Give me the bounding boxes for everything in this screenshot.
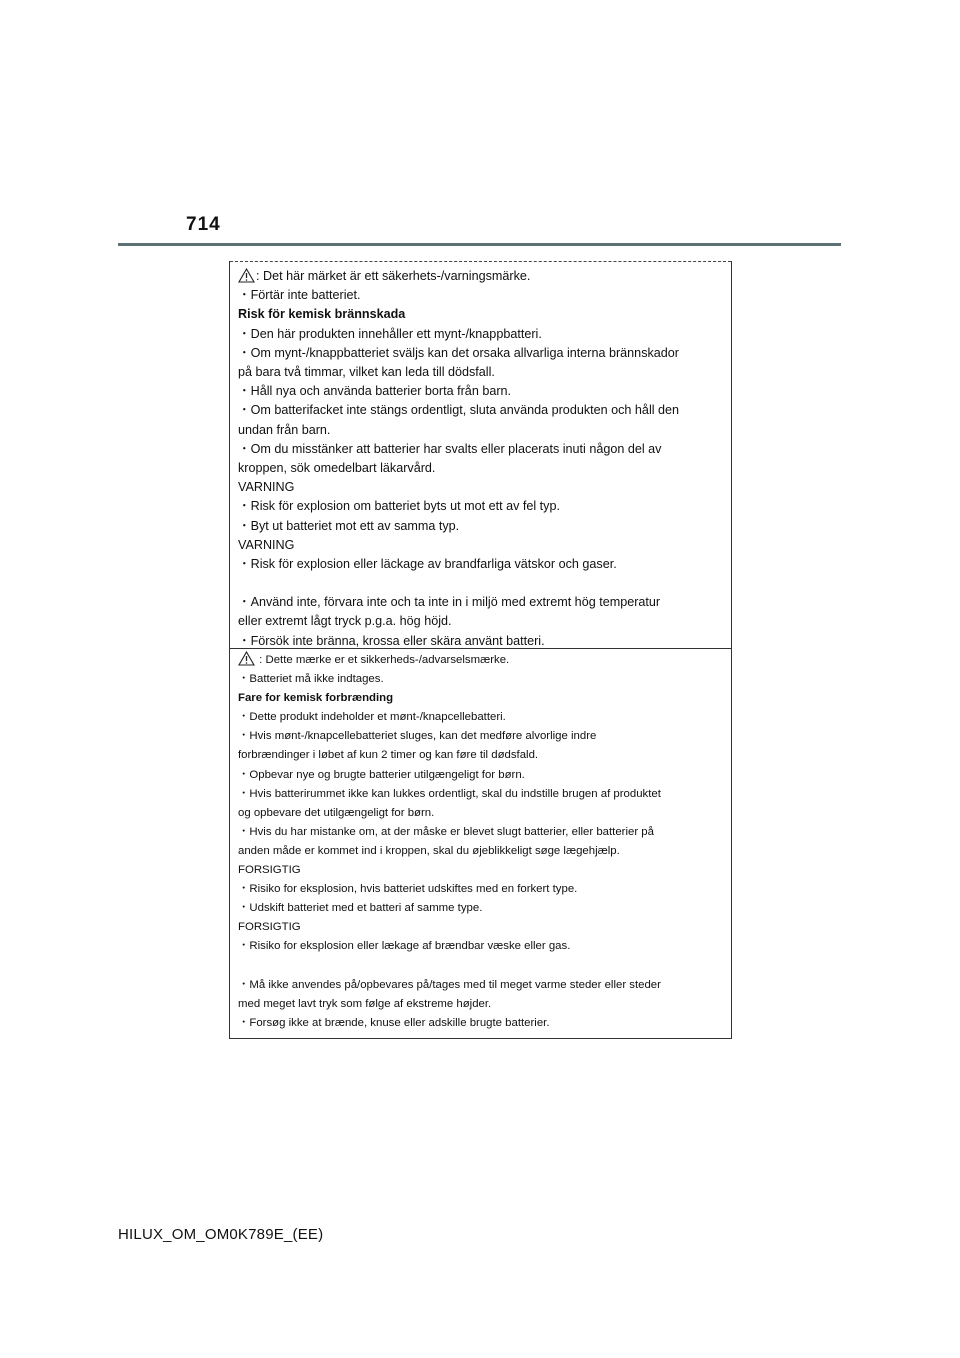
danish-section [238,651,725,1033]
danish-heading: Fare for kemisk forbrænding [238,692,394,705]
swedish-line: ・Använd inte, förvara inte och ta inte in i miljö med extremt hög temperatur [238,595,661,610]
danish-line: med meget lavt tryk som følge af ekstreme højder. [238,997,492,1010]
danish-heading: FORSIGTIG [238,921,301,934]
header-rule [118,243,841,246]
danish-line: anden måde er kommet ind i kroppen, skal du øjeblikkeligt søge lægehjælp. [238,844,620,857]
warning-triangle-icon [238,268,255,283]
warning-triangle-icon [238,651,255,666]
notice-bottom-edge [230,1038,731,1039]
swedish-line: ・Om mynt-/knappbatteriet sväljs kan det orsaka allvarliga interna brännskador [238,345,679,360]
swedish-line: ・Håll nya och använda batterier borta från barn. [238,384,512,399]
spacer [238,957,725,976]
swedish-heading: VARNING [238,537,295,552]
section-divider [230,648,731,649]
danish-line: ・Opbevar nye og brugte batterier utilgængeligt for børn. [238,768,525,781]
swedish-section [238,267,725,651]
spacer [238,574,725,593]
swedish-line: ・Risk för explosion om batteriet byts ut mot ett av fel typ. [238,499,560,514]
danish-line: og opbevare det utilgængeligt for børn. [238,806,435,819]
swedish-heading: Risk för kemisk brännskada [238,307,406,322]
swedish-line: eller extremt lågt tryck p.g.a. hög höjd. [238,614,452,629]
danish-line: ・Hvis du har mistanke om, at der måske er blevet slugt batterier, eller batterier på [238,825,654,838]
danish-line: forbrændinger i løbet af kun 2 timer og kan føre til dødsfald. [238,749,539,762]
danish-line: ・Udskift batteriet med et batteri af samme type. [238,902,483,915]
danish-line: ・Hvis mønt-/knapcellebatteriet sluges, kan det medføre alvorlige indre [238,730,597,743]
swedish-intro-line [238,267,725,286]
swedish-line: undan från barn. [238,422,331,437]
danish-line: ・Batteriet må ikke indtages. [238,673,384,686]
danish-line: ・Risiko for eksplosion, hvis batteriet udskiftes med en forkert type. [238,883,578,896]
danish-line: ・Forsøg ikke at brænde, knuse eller adskille brugte batterier. [238,1016,550,1029]
notice-top-edge [230,261,731,262]
swedish-heading: VARNING [238,480,295,495]
page-number: 714 [186,214,221,235]
battery-warning-notice [229,261,732,1039]
danish-line: ・Risiko for eksplosion eller lækage af brændbar væske eller gas. [238,940,571,953]
swedish-line: ・Byt ut batteriet mot ett av samma typ. [238,518,460,533]
swedish-line: på bara två timmar, vilket kan leda till dödsfall. [238,365,495,380]
swedish-line: kroppen, sök omedelbart läkarvård. [238,461,436,476]
document-code-footer: HILUX_OM_OM0K789E_(EE) [118,1226,324,1243]
swedish-intro-text: : Det här märket är ett säkerhets-/varningsmärke. [256,269,531,283]
danish-intro-text: : Dette mærke er et sikkerheds-/advarselsmærke. [259,654,510,666]
swedish-line: ・Försök inte bränna, krossa eller skära använt batteri. [238,633,545,648]
swedish-line: ・Om batterifacket inte stängs ordentligt, sluta använda produkten och håll den [238,403,680,418]
swedish-line: ・Den här produkten innehåller ett mynt-/knappbatteri. [238,326,542,341]
swedish-line: ・Om du misstänker att batterier har svalts eller placerats inuti någon del av [238,441,662,456]
swedish-line: ・Risk för explosion eller läckage av brandfarliga vätskor och gaser. [238,557,617,572]
danish-line: ・Dette produkt indeholder et mønt-/knapcellebatteri. [238,711,506,724]
danish-intro-line [238,651,725,670]
danish-line: ・Må ikke anvendes på/opbevares på/tages med til meget varme steder eller steder [238,978,661,991]
danish-heading: FORSIGTIG [238,864,301,877]
swedish-line: ・Förtär inte batteriet. [238,288,361,303]
danish-line: ・Hvis batterirummet ikke kan lukkes ordentligt, skal du indstille brugen af produktet [238,787,661,800]
